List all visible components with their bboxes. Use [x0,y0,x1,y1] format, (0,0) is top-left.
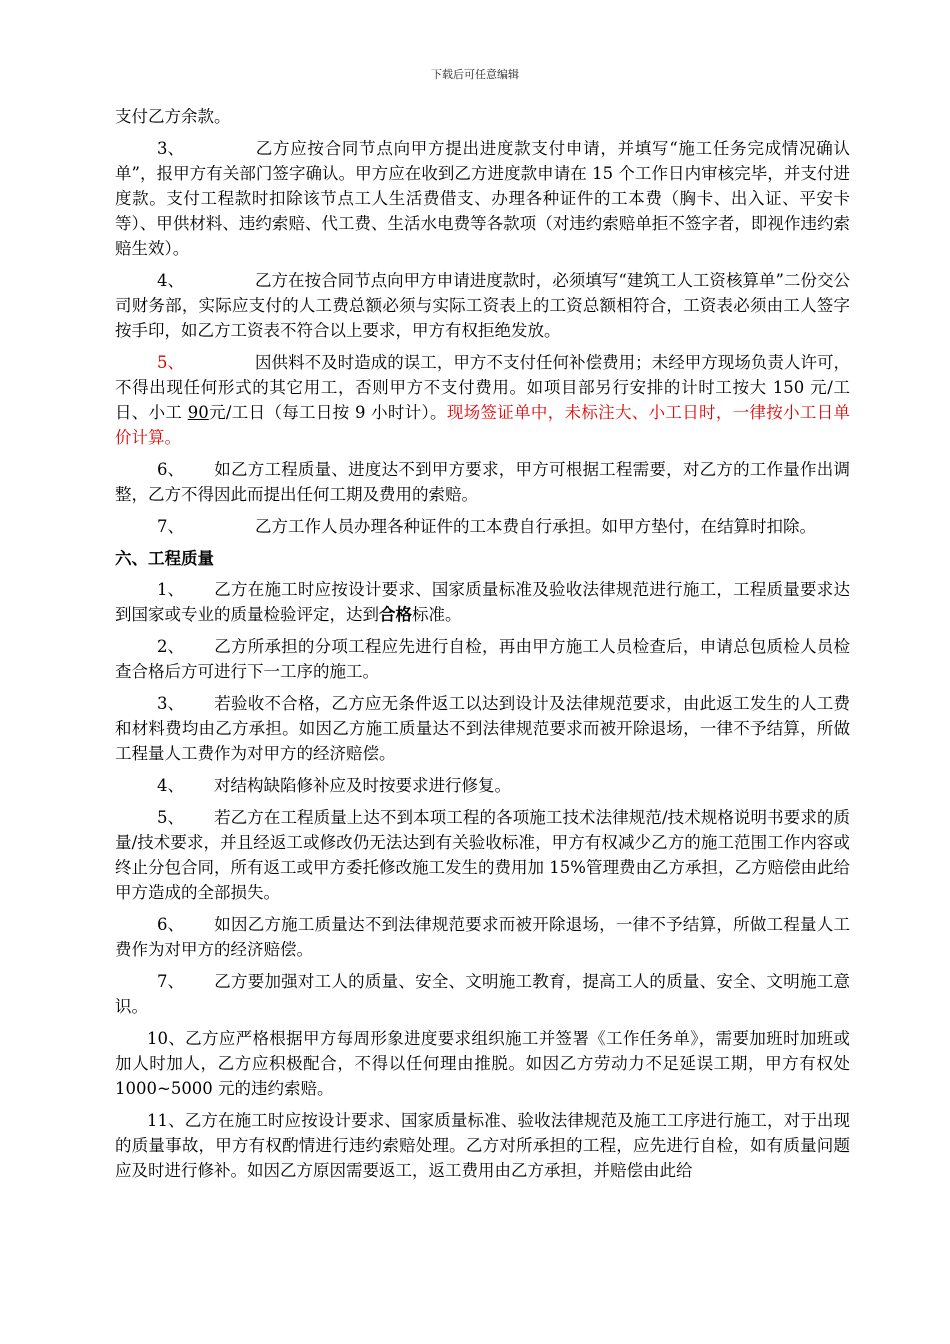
clause-text: 标准。 [412,605,462,624]
clause-number: 1、 [157,580,184,599]
clause-number: 3、 [157,694,184,713]
clause-text: 乙方要加强对工人的质量、安全、文明施工教育，提高工人的质量、安全、文明施工意识。 [115,972,850,1016]
clause-6-2 [115,634,850,684]
clause-5-7 [115,514,850,539]
clause-text: 乙方应按合同节点向甲方提出进度款支付申请，并填写“施工任务完成情况确认单”，报甲方有关部门签字确认。甲方应在收到乙方进度款申请在 15 个工作日内审核完毕，并支付进度款。支付工程款时扣除该节点工人生活费借支、办理各种证件的工本费（胸卡、出入证、平安卡等）、甲供材料、违约索赔、代工费、生活水电费等各款项（对违约索赔单拒不签字者，即视作违约索赔生效）。 [115,139,850,258]
clause-6-5 [115,805,850,905]
clause-number: 6、 [157,915,184,934]
clause-text: 因供料不及时造成的误工，甲方不支付任何补偿费用；未经甲方现场负责人许可，不得出现任何形式的其它用工，否则甲方不支付费用。如项目部另行安排的计时工按大 150 元/工日、小工 [115,353,850,422]
clause-number: 7、 [157,972,184,991]
paragraph-continued: 支付乙方余款。 [115,107,231,126]
page-header: 下载后可任意编辑 [431,68,519,81]
clause-text: 乙方所承担的分项工程应先进行自检，再由甲方施工人员检查后，申请总包质检人员检查合格后方可进行下一工序的施工。 [115,637,850,681]
clause-number: 4、 [157,271,184,290]
clause-number: 5、 [157,353,184,372]
bold-term: 合格 [379,605,412,624]
clause-6-4 [115,773,850,798]
highlighted-note: 现场签证单中，未标注大、小工日时，一律按小工日单价计算。 [115,403,851,447]
clause-6-1 [115,577,850,627]
clause-6-3 [115,691,850,766]
clause-number: 4、 [157,776,184,795]
document-body [115,104,850,1190]
clause-5-5 [115,350,850,450]
clause-number: 2、 [157,637,184,656]
clause-number: 3、 [157,139,184,158]
clause-6-10: 10、乙方应严格根据甲方每周形象进度要求组织施工并签署《工作任务单》，需要加班时加班或加人时加人，乙方应积极配合，不得以任何理由推脱。如因乙方劳动力不足延误工期，甲方有权处 1000~5000 元的违约索赔。 [115,1029,850,1098]
clause-text: 乙方工作人员办理各种证件的工本费自行承担。如甲方垫付，在结算时扣除。 [255,517,816,536]
section-title: 六、工程质量 [115,549,214,568]
clause-number: 6、 [157,460,184,479]
clause-text: 乙方在按合同节点向甲方申请进度款时，必须填写“建筑工人工资核算单”二份交公司财务部，实际应支付的人工费总额必须与实际工资表上的工资总额相符合，工资表必须由工人签字按手印，如乙方工资表不符合以上要求，甲方有权拒绝发放。 [115,271,850,340]
clause-5-3 [115,136,850,261]
clause-number: 7、 [157,517,184,536]
clause-6-6 [115,912,850,962]
clause-text: 乙方在施工时应按设计要求、国家质量标准及验收法律规范进行施工，工程质量要求达到国家或专业的质量检验评定，达到 [115,580,850,624]
clause-6-11: 11、乙方在施工时应按设计要求、国家质量标准、验收法律规范及施工工序进行施工，对于出现的质量事故，甲方有权酌情进行违约索赔处理。乙方对所承担的工程，应先进行自检，如有质量问题应及时进行修补。如因乙方原因需要返工，返工费用由乙方承担，并赔偿由此给 [115,1111,850,1180]
clause-text: 若乙方在工程质量上达不到本项工程的各项施工技术法律规范/技术规格说明书要求的质量/技术要求，并且经返工或修改仍无法达到有关验收标准，甲方有权减少乙方的施工范围工作内容或终止分包合同，所有返工或甲方委托修改施工发生的费用加 15%管理费由乙方承担，乙方赔偿由此给甲方造成的全部损失。 [115,808,850,902]
clause-5-4 [115,268,850,343]
clause-text: 如因乙方施工质量达不到法律规范要求而被开除退场，一律不予结算，所做工程量人工费作为对甲方的经济赔偿。 [115,915,850,959]
clause-number: 5、 [157,808,184,827]
clause-text: 若验收不合格，乙方应无条件返工以达到设计及法律规范要求，由此返工发生的人工费和材料费均由乙方承担。如因乙方施工质量达不到法律规范要求而被开除退场，一律不予结算，所做工程量人工费作为对甲方的经济赔偿。 [115,694,850,763]
clause-text: 元/工日（每工日按 9 小时计）。 [208,403,447,422]
underlined-rate: 90 [187,403,209,422]
clause-6-7 [115,969,850,1019]
clause-text: 如乙方工程质量、进度达不到甲方要求，甲方可根据工程需要，对乙方的工作量作出调整，乙方不得因此而提出任何工期及费用的索赔。 [115,460,850,504]
clause-5-6 [115,457,850,507]
clause-text: 对结构缺陷修补应及时按要求进行修复。 [214,776,511,795]
